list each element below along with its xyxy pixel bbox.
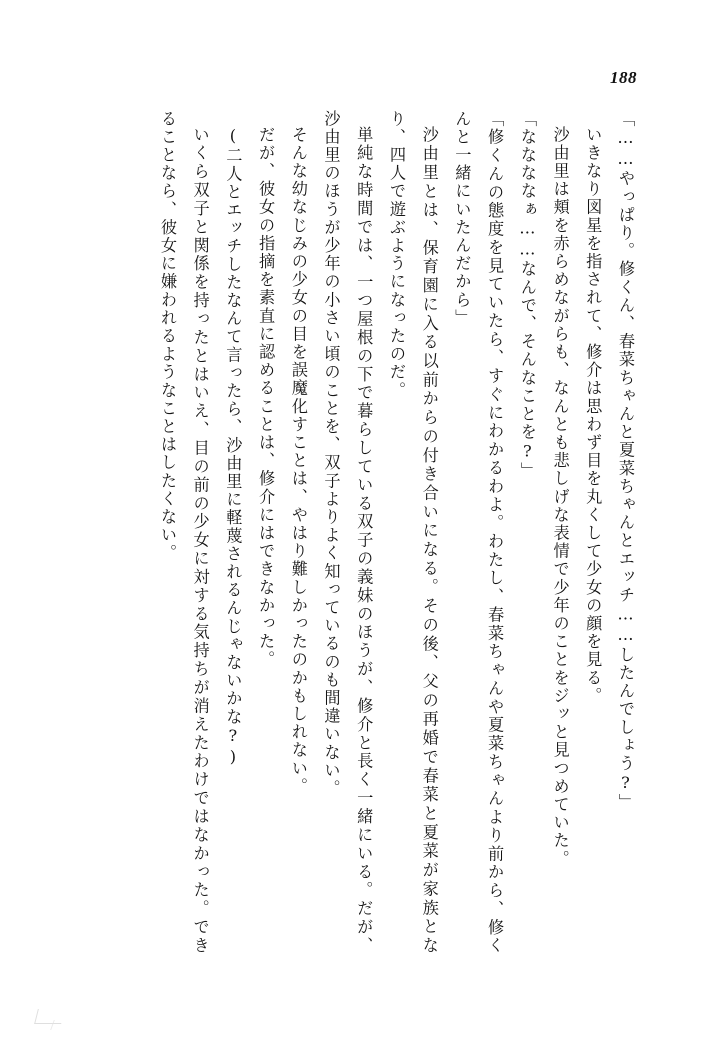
page-number: 188 (610, 68, 637, 87)
paragraph: そんな幼なじみの少女の目を誤魔化すことは、やはり難しかったのかもしれない。 (288, 126, 308, 796)
body-text (101, 110, 641, 955)
paragraph: 「修くんの態度を見ていたら、すぐにわかるわよ。わたし、春菜ちゃんや夏菜ちゃんより前から、修くんと一緒にいたんだから」 (452, 110, 505, 955)
paragraph: 沙由里とは、保育園に入る以前からの付き合いになる。その後、父の再婚で春菜と夏菜が家族となり、四人で遊ぶようになったのだ。 (386, 110, 439, 955)
paragraph: 沙由里は頬を赤らめながらも、なんとも悲しげな表情で少年のことをジッと見つめていた。 (550, 126, 570, 869)
paragraph: だが、彼女の指摘を素直に認めることは、修介にはできなかった。 (256, 126, 276, 670)
print-artifact-secondary-icon (50, 1020, 71, 1030)
paragraph: 「ななななぁ……なんで、そんなことを?」 (517, 110, 537, 481)
paragraph: いきなり図星を指されて、修介は思わず目を丸くして少女の顔を見る。 (583, 126, 603, 706)
paragraph: いくら双子と関係を持ったとはいえ、目の前の少女に対する気持ちが消えたわけではなかった。できることなら、彼女に嫌われるようなことはしたくない。 (157, 110, 210, 955)
paragraph: 「……やっぱり。修くん、春菜ちゃんと夏菜ちゃんとエッチ……したんでしょう?」 (616, 110, 635, 812)
paragraph: (二人とエッチしたなんて言ったら、沙由里に軽蔑されるんじゃないかな?) (223, 126, 243, 769)
paragraph: 単純な時間では、一つ屋根の下で暮らしている双子の義妹のほうが、修介と長く一緒にいる。だが、沙由里のほうが少年の小さい頃のことを、双子よりよく知っているのも間違いない。 (321, 110, 374, 955)
